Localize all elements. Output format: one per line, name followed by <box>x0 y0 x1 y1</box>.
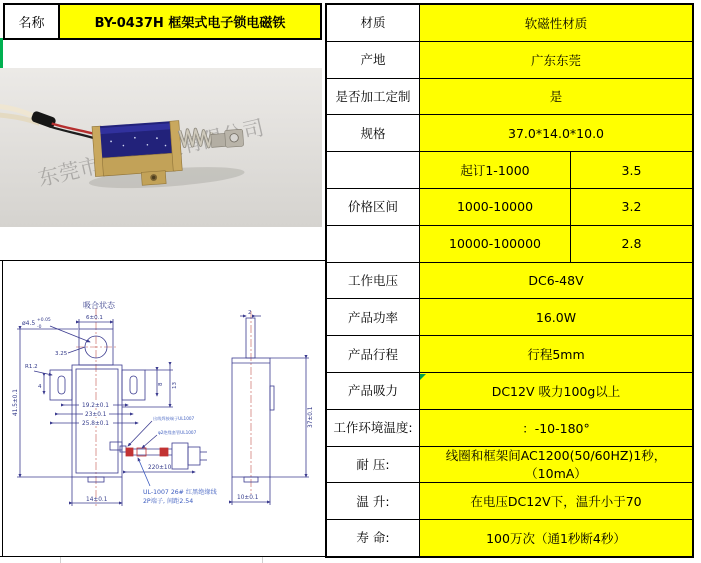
row-label: 工作环境温度: <box>327 410 420 446</box>
name-label-cell: 名称 <box>3 3 60 40</box>
lead-red-band-1 <box>126 448 133 456</box>
price-tier-row <box>327 189 692 226</box>
row-value: 37.0*14.0*10.0 <box>420 115 692 151</box>
front-ear-right <box>122 370 145 400</box>
table-row <box>327 483 692 520</box>
note-lead-2: φ2绝缘套管UL1007 <box>158 430 197 435</box>
product-title-cell: BY-0437H 框架式电子锁电磁铁 <box>58 3 322 40</box>
dim-hole-offset: 3.25 <box>55 351 68 357</box>
leader-offset <box>68 347 85 353</box>
side-latch-bump <box>270 386 274 410</box>
drawing-geometry <box>17 308 309 506</box>
row-value: 是 <box>420 79 692 115</box>
dim-ear-height: 13 <box>172 382 178 389</box>
front-slot-right <box>130 376 137 394</box>
drawing-canvas <box>0 256 330 558</box>
dim-hole-tol-dn: -0 <box>37 325 42 330</box>
tier-quantity: 1000-10000 <box>420 189 571 225</box>
table-row <box>327 263 692 300</box>
dim-fillet: R1.2 <box>25 364 38 370</box>
green-edge-strip <box>0 38 3 68</box>
row-value: DC6-48V <box>420 263 692 299</box>
table-row <box>327 410 692 447</box>
row-value: 线圈和框架间AC1200(50/60HZ)1秒，（10mA） <box>420 447 692 483</box>
table-row <box>327 115 692 152</box>
dim-width-2: 23±0.1 <box>85 412 107 418</box>
row-label: 材质 <box>327 5 420 41</box>
dim-width-3: 25.8±0.1 <box>82 421 109 427</box>
front-ear-left <box>50 370 72 400</box>
row-label: 产品吸力 <box>327 373 420 409</box>
row-value: ：-10-180° <box>420 410 692 446</box>
connector-plug <box>188 447 200 465</box>
table-row <box>327 299 692 336</box>
row-value: 广东东莞 <box>420 42 692 78</box>
dim-ear-gap: 4 <box>38 384 42 390</box>
dim-width-1: 19.2±0.1 <box>82 403 109 409</box>
sheet-bottom-line <box>0 556 330 557</box>
row-label-empty <box>327 152 420 188</box>
row-label: 规格 <box>327 115 420 151</box>
dim-total-height: 41.5±0.1 <box>13 389 19 416</box>
table-row <box>327 79 692 116</box>
row-label: 耐 压: <box>327 447 420 483</box>
side-pin <box>246 318 255 358</box>
row-label-empty <box>327 226 420 262</box>
dim-lead-length: 220±10 <box>148 465 172 471</box>
dim-side-height: 37±0.1 <box>308 406 314 428</box>
dim-slot-height: 8 <box>158 382 164 386</box>
table-row <box>327 520 692 556</box>
dim-pin-width: 2 <box>248 310 252 316</box>
row-label: 工作电压 <box>327 263 420 299</box>
leader-note-2 <box>142 435 157 448</box>
table-row <box>327 447 692 484</box>
note-wire-2: 2P端子, 间距2.54 <box>143 498 194 505</box>
table-row <box>327 42 692 79</box>
dim-hole-dia: ø4.5 <box>22 320 36 327</box>
wire-exit-elbow <box>120 446 126 452</box>
excel-comment-triangle <box>420 374 426 380</box>
drawing-text <box>13 300 314 505</box>
tier-quantity: 起订1-1000 <box>420 152 571 188</box>
dim-top-width: 6±0.1 <box>86 315 103 321</box>
tier-price: 3.2 <box>571 189 692 225</box>
side-body <box>232 358 270 477</box>
photo-canvas <box>0 68 322 227</box>
row-label: 是否加工定制 <box>327 79 420 115</box>
tier-quantity: 10000-100000 <box>420 226 571 262</box>
gridline-stub-1 <box>60 557 61 563</box>
row-value: 在电压DC12V下，温升小于70 <box>420 483 692 519</box>
tier-price: 2.8 <box>571 226 692 262</box>
note-wire-1: UL-1007 26# 红黑绝缘线 <box>143 489 217 496</box>
price-tier-row <box>327 152 692 189</box>
row-label: 价格区间 <box>327 189 420 225</box>
row-label: 产品行程 <box>327 336 420 372</box>
table-row <box>327 373 692 410</box>
table-row <box>327 5 692 42</box>
product-photo <box>0 68 322 227</box>
row-value: 行程5mm <box>420 336 692 372</box>
price-tier-row <box>327 226 692 263</box>
leader-hole-dia <box>50 326 90 342</box>
row-label: 寿 命: <box>327 520 420 556</box>
tier-price: 3.5 <box>571 152 692 188</box>
row-value: 软磁性材质 <box>420 5 692 41</box>
lead-red-band-3 <box>160 448 168 456</box>
leader-fillet <box>34 371 52 375</box>
note-lead-1: 出线焊接端子UL1007 <box>153 416 195 421</box>
plunger-head-hole <box>230 133 239 142</box>
dim-base-width: 14±0.1 <box>86 497 108 503</box>
row-value: 16.0W <box>420 299 692 335</box>
dim-hole-tol-up: +0.05 <box>37 318 51 323</box>
row-value: 100万次（通1秒断4秒） <box>420 520 692 556</box>
row-label: 产品功率 <box>327 299 420 335</box>
row-label: 产地 <box>327 42 420 78</box>
spec-table <box>325 3 694 558</box>
state-label: 吸合状态 <box>83 301 115 310</box>
row-label: 温 升: <box>327 483 420 519</box>
dim-side-width: 10±0.1 <box>237 495 259 501</box>
connector-housing <box>172 443 188 469</box>
table-row <box>327 336 692 373</box>
front-slot-left <box>58 376 65 394</box>
gridline-stub-2 <box>262 557 263 563</box>
row-value: DC12V 吸力100g以上 <box>420 373 692 409</box>
technical-drawing <box>0 256 330 558</box>
